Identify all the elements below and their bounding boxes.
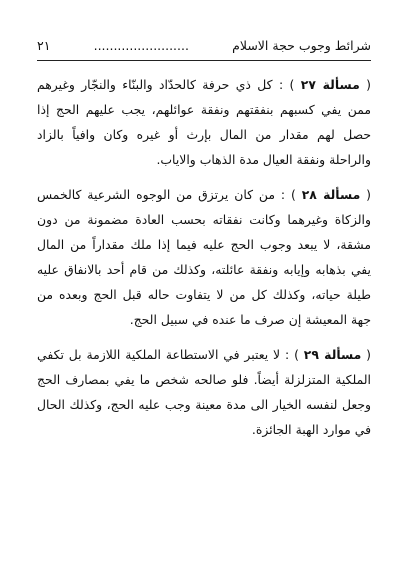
issue-paragraph	[37, 182, 371, 332]
header-leader-dots: ........................	[93, 38, 189, 53]
page-body	[37, 72, 371, 442]
issue-text: : من كان يرتزق من الوجوه الشرعية كالخمس والزكاة وغيرهما وكانت نفقاته بحسب العادة مضمونة من دون مشقة، لا يبعد وجوب الحج عليه فيما إذا ملك مقداراً من المال يفي بذهابه وإيابه ونفقة عائلته، وكذلك من قام أحد بالانفاق عليه طيلة حياته، وكذلك كل من لا يتفاوت حاله قبل الحج وبعده من جهة المعيشة إن صرف ما عنده في سبيل الحج.	[37, 187, 371, 327]
header-title: شرائط وجوب حجة الاسلام	[232, 38, 371, 53]
issue-open-paren: (	[361, 347, 371, 362]
issue-open-paren: (	[360, 187, 371, 202]
issue-label: مسألة ٢٩	[303, 347, 362, 362]
header-rule	[37, 60, 371, 61]
issue-paragraph	[37, 342, 371, 442]
issue-open-paren: (	[359, 77, 371, 92]
page-number: ٢١	[37, 38, 51, 53]
issue-label: مسألة ٢٨	[301, 187, 361, 202]
issue-close-paren: )	[290, 187, 302, 202]
issue-paragraph	[37, 72, 371, 172]
issue-label: مسألة ٢٧	[300, 77, 360, 92]
issue-text: : كل ذي حرفة كالحدّاد والبنّاء والنجّار وغيرهم ممن يفي كسبهم بنفقتهم ونفقة عوائلهم، يجب عليهم الحج إذا حصل لهم مقدار من المال بإرث أو غيره وكان وافياً بالزاد والراحلة ونفقة العيال مدة الذهاب والاياب.	[37, 77, 371, 167]
running-header	[37, 38, 371, 54]
issue-close-paren: )	[289, 77, 301, 92]
issue-close-paren: )	[294, 347, 304, 362]
issue-text: : لا يعتبر في الاستطاعة الملكية اللازمة بل تكفي الملكية المتزلزلة أيضاً. فلو صالحه شخص ما يفي بمصارف الحج وجعل لنفسه الخيار الى مدة معينة وجب عليه الحج، وكذلك الحال في موارد الهبة الجائزة.	[37, 347, 371, 437]
